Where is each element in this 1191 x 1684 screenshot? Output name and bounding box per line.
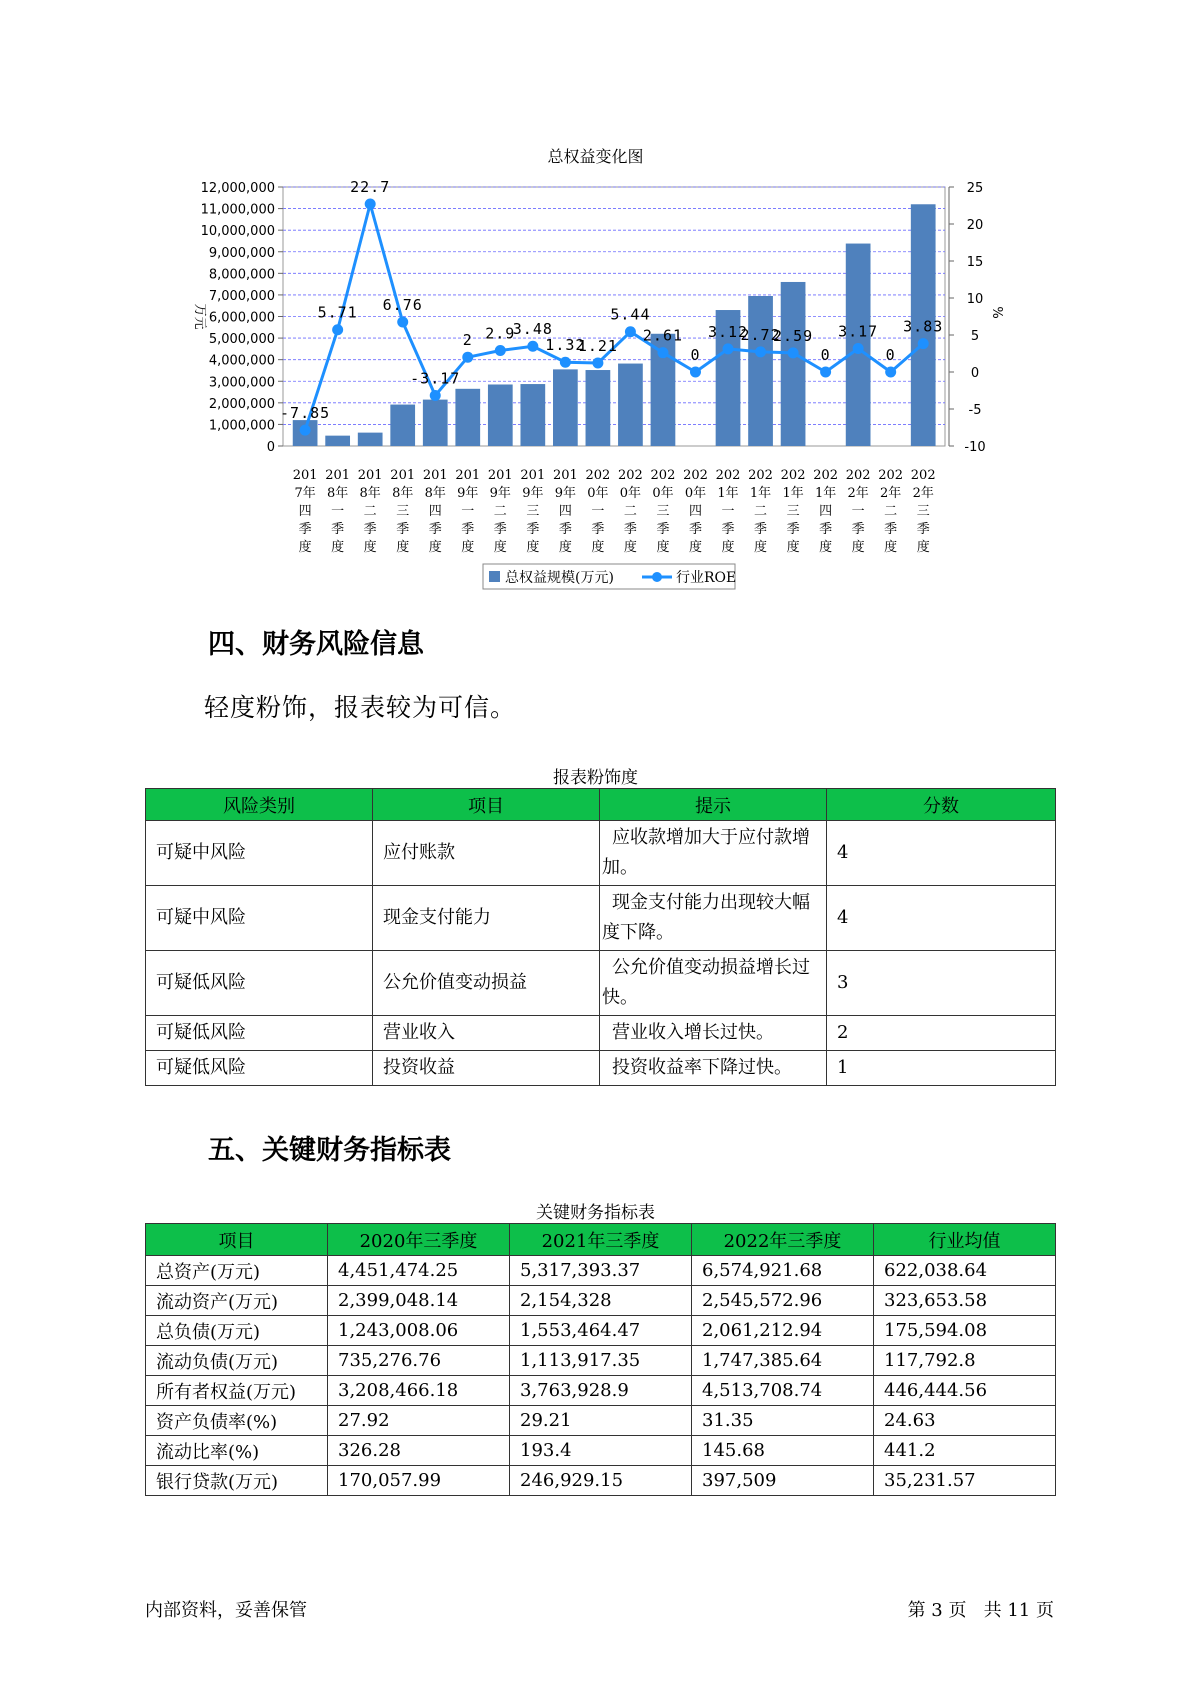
x-tick-label: 季: [591, 522, 605, 537]
roe-point: [332, 324, 343, 335]
x-tick-label: 季: [721, 522, 735, 537]
risk-table-cell: 4: [827, 821, 1056, 886]
kpi-table-cell: 1,243,008.06: [328, 1316, 510, 1346]
x-tick-label: 四: [298, 504, 312, 519]
roe-point: [592, 358, 603, 369]
x-tick-label: 三: [916, 504, 930, 519]
y-right-tick-label: 15: [966, 255, 984, 270]
risk-table-cell: 可疑低风险: [146, 1051, 373, 1086]
roe-data-label: 2.59: [773, 326, 814, 345]
risk-table-cell: 4: [827, 886, 1056, 951]
y-left-tick-label: 5,000,000: [208, 332, 275, 348]
x-tick-label: 202: [910, 468, 936, 483]
x-tick-label: 度: [526, 540, 540, 555]
risk-table-cell: 现金支付能力: [373, 886, 600, 951]
x-tick-label: 三: [526, 504, 540, 519]
kpi-table-cell: 2,154,328: [510, 1286, 692, 1316]
kpi-table-cell: 622,038.64: [874, 1256, 1056, 1286]
y-right-tick-label: 5: [970, 329, 980, 344]
chart-title: 总权益变化图: [547, 147, 644, 166]
table-row: [146, 1376, 1056, 1406]
section4-heading: 四、财务风险信息: [208, 629, 424, 660]
x-tick-label: 季: [396, 522, 410, 537]
risk-table-cell: 投资收益率下降过快。: [600, 1051, 827, 1086]
y-left-tick-label: 7,000,000: [208, 288, 275, 304]
x-tick-label: 度: [558, 540, 572, 555]
x-tick-label: 二: [493, 504, 507, 519]
kpi-table-cell: 175,594.08: [874, 1316, 1056, 1346]
x-tick-label: 2年: [880, 486, 902, 501]
kpi-table-cell: 441.2: [874, 1436, 1056, 1466]
roe-point: [918, 338, 929, 349]
kpi-table-header: [146, 1224, 1056, 1256]
y-left-tick-label: 12,000,000: [200, 181, 275, 196]
x-tick-label: 8年: [359, 486, 381, 501]
y-right-tick-label: -10: [964, 440, 986, 455]
table-row: [146, 951, 1056, 1016]
x-tick-label: 0年: [684, 486, 707, 501]
equity-bar: [488, 384, 513, 446]
kpi-table-cell: 2,061,212.94: [692, 1316, 874, 1346]
x-tick-label: 9年: [457, 486, 479, 501]
y-left-tick-label: 11,000,000: [200, 202, 275, 218]
risk-table-cell: 可疑中风险: [146, 886, 373, 951]
risk-table-cell: 现金支付能力出现较大幅度下降。: [600, 886, 827, 951]
x-tick-label: 度: [493, 540, 507, 555]
x-tick-label: 201: [292, 468, 318, 483]
kpi-table-cell: 1,553,464.47: [510, 1316, 692, 1346]
x-tick-label: 0年: [652, 486, 674, 501]
kpi-table-caption: 关键财务指标表: [536, 1203, 655, 1223]
equity-bar: [781, 282, 806, 446]
x-tick-label: 二: [363, 504, 377, 519]
kpi-table-cell: 145.68: [692, 1436, 874, 1466]
x-tick-label: 202: [683, 468, 708, 483]
roe-point: [560, 357, 571, 368]
x-tick-label: 度: [688, 540, 702, 555]
table-row: [146, 1051, 1056, 1086]
x-tick-label: 2年: [847, 486, 869, 501]
x-tick-label: 四: [688, 504, 702, 519]
x-tick-label: 度: [754, 540, 768, 555]
y-left-tick-label: 2,000,000: [208, 396, 275, 412]
roe-data-label: 1.21: [577, 337, 618, 356]
x-tick-label: 7年: [294, 486, 316, 501]
x-tick-label: 度: [591, 540, 605, 555]
x-tick-label: 202: [715, 468, 741, 483]
roe-data-label: 3.17: [838, 322, 879, 341]
roe-data-label: 0: [885, 346, 896, 364]
kpi-table-header-cell: 2022年三季度: [692, 1224, 874, 1256]
roe-data-label: 3.12: [707, 322, 749, 341]
x-tick-label: 202: [650, 468, 676, 483]
kpi-table-cell: 27.92: [328, 1406, 510, 1436]
y-left-axis-title: 万元: [192, 303, 207, 330]
x-tick-label: 202: [813, 468, 839, 483]
x-tick-label: 一: [851, 504, 865, 519]
legend-bar-swatch: [489, 571, 500, 582]
table-row: [146, 1406, 1056, 1436]
kpi-table-cell: 193.4: [510, 1436, 692, 1466]
x-tick-label: 季: [884, 522, 898, 537]
equity-bar: [748, 296, 773, 446]
x-tick-label: 季: [526, 522, 540, 537]
kpi-table-cell: 31.35: [692, 1406, 874, 1436]
table-row: [146, 1316, 1056, 1346]
equity-bar: [618, 364, 643, 446]
x-tick-label: 202: [878, 468, 904, 483]
x-tick-label: 季: [428, 522, 442, 537]
section4-paragraph: 轻度粉饰，报表较为可信。: [204, 693, 517, 722]
roe-point: [495, 345, 506, 356]
table-row: [146, 1286, 1056, 1316]
x-tick-label: 一: [461, 504, 475, 519]
roe-data-label: -7.85: [280, 404, 331, 423]
kpi-table-cell: 3,208,466.18: [328, 1376, 510, 1406]
kpi-table-cell: 6,574,921.68: [692, 1256, 874, 1286]
risk-table-cell: 2: [827, 1016, 1056, 1051]
table-row: [146, 1256, 1056, 1286]
risk-table-caption: 报表粉饰度: [553, 768, 638, 788]
y-right-tick-label: 25: [966, 181, 984, 196]
x-tick-label: 季: [493, 522, 507, 537]
kpi-table-cell: 资产负债率(%): [146, 1406, 328, 1436]
footer-confidential: 内部资料，妥善保管: [145, 1600, 307, 1621]
x-tick-label: 季: [558, 522, 572, 537]
x-tick-label: 8年: [327, 486, 349, 501]
table-row: [146, 1436, 1056, 1466]
kpi-table-cell: 总资产(万元): [146, 1256, 328, 1286]
kpi-table-cell: 735,276.76: [328, 1346, 510, 1376]
x-tick-label: 1年: [749, 486, 772, 501]
roe-data-label: 1.32: [545, 336, 586, 355]
kpi-table-cell: 246,929.15: [510, 1466, 692, 1496]
table-row: [146, 821, 1056, 886]
x-tick-label: 四: [819, 504, 833, 519]
x-tick-label: 201: [487, 468, 513, 483]
roe-point: [300, 425, 311, 436]
roe-data-label: 2.61: [642, 326, 684, 345]
kpi-table-cell: 323,653.58: [874, 1286, 1056, 1316]
roe-point: [430, 390, 441, 401]
legend-line-label: 行业ROE: [676, 570, 737, 586]
kpi-table-cell: 24.63: [874, 1406, 1056, 1436]
x-tick-label: 季: [298, 522, 312, 537]
y-left-tick-label: 6,000,000: [208, 310, 275, 326]
x-tick-label: 9年: [554, 486, 577, 501]
roe-data-label: 5.44: [610, 305, 651, 324]
roe-data-label: 3.83: [903, 317, 944, 336]
roe-point: [690, 367, 701, 378]
x-tick-label: 季: [656, 522, 670, 537]
x-tick-label: 度: [851, 540, 865, 555]
y-right-tick-label: -5: [968, 403, 982, 418]
kpi-table-cell: 3,763,928.9: [510, 1376, 692, 1406]
y-left-tick-label: 8,000,000: [208, 267, 275, 283]
equity-bar: [358, 433, 383, 446]
x-tick-label: 季: [916, 522, 930, 537]
equity-bar: [423, 400, 448, 446]
legend-bar-label: 总权益规模(万元): [505, 570, 614, 586]
kpi-table-cell: 流动比率(%): [146, 1436, 328, 1466]
x-tick-label: 四: [558, 504, 572, 519]
roe-point: [397, 316, 408, 327]
x-tick-label: 度: [396, 540, 410, 555]
risk-table-cell: 营业收入增长过快。: [600, 1016, 827, 1051]
roe-point: [462, 352, 473, 363]
x-tick-label: 202: [618, 468, 643, 483]
risk-table-cell: 营业收入: [373, 1016, 600, 1051]
roe-point: [755, 346, 766, 357]
roe-point: [657, 347, 668, 358]
x-tick-label: 度: [363, 540, 377, 555]
y-right-tick-label: 10: [966, 292, 984, 307]
risk-table-cell: 可疑低风险: [146, 1016, 373, 1051]
x-tick-label: 二: [623, 504, 637, 519]
x-tick-label: 201: [357, 468, 383, 483]
y-right-axis-title: %: [989, 306, 1004, 319]
x-tick-label: 201: [390, 468, 416, 483]
x-tick-label: 一: [331, 504, 345, 519]
roe-data-label: 6.76: [382, 295, 423, 314]
roe-point: [527, 341, 538, 352]
y-left-tick-label: 10,000,000: [200, 224, 275, 240]
y-right-tick-label: 20: [966, 218, 984, 233]
kpi-table-header-cell: 2020年三季度: [328, 1224, 510, 1256]
x-tick-label: 度: [428, 540, 442, 555]
kpi-table-cell: 5,317,393.37: [510, 1256, 692, 1286]
kpi-table-cell: 117,792.8: [874, 1346, 1056, 1376]
risk-table-header: [146, 789, 1056, 821]
roe-point: [885, 367, 896, 378]
x-tick-label: 三: [396, 504, 410, 519]
y-left-tick-label: 4,000,000: [208, 353, 275, 369]
roe-data-label: 0: [820, 346, 831, 364]
x-tick-label: 季: [363, 522, 377, 537]
x-tick-label: 9年: [489, 486, 511, 501]
kpi-table-cell: 29.21: [510, 1406, 692, 1436]
x-tick-label: 季: [688, 522, 702, 537]
kpi-table-cell: 397,509: [692, 1466, 874, 1496]
risk-table-cell: 可疑低风险: [146, 951, 373, 1016]
y-right-tick-label: 0: [970, 366, 980, 381]
x-tick-label: 季: [331, 522, 345, 537]
kpi-table-cell: 170,057.99: [328, 1466, 510, 1496]
x-tick-label: 202: [780, 468, 806, 483]
roe-point: [365, 199, 376, 210]
kpi-table-cell: 4,513,708.74: [692, 1376, 874, 1406]
x-tick-label: 202: [845, 468, 871, 483]
risk-table-cell: 投资收益: [373, 1051, 600, 1086]
kpi-table: [145, 1223, 1056, 1496]
x-tick-label: 度: [656, 540, 670, 555]
footer-page-number: 第 3 页 共 11 页: [907, 1600, 1054, 1621]
x-tick-label: 季: [461, 522, 475, 537]
risk-table-cell: 3: [827, 951, 1056, 1016]
x-tick-label: 202: [585, 468, 611, 483]
risk-table-cell: 公允价值变动损益增长过快。: [600, 951, 827, 1016]
roe-point: [820, 367, 831, 378]
kpi-table-cell: 2,545,572.96: [692, 1286, 874, 1316]
kpi-table-header-cell: 2021年三季度: [510, 1224, 692, 1256]
kpi-table-cell: 35,231.57: [874, 1466, 1056, 1496]
x-tick-label: 1年: [782, 486, 804, 501]
x-tick-label: 一: [591, 504, 605, 519]
kpi-table-cell: 1,747,385.64: [692, 1346, 874, 1376]
kpi-table-cell: 总负债(万元): [146, 1316, 328, 1346]
table-row: [146, 1466, 1056, 1496]
legend-line-marker: [652, 572, 662, 582]
x-tick-label: 9年: [522, 486, 544, 501]
x-tick-label: 季: [754, 522, 768, 537]
equity-roe-chart: [0, 0, 1191, 600]
kpi-table-cell: 所有者权益(万元): [146, 1376, 328, 1406]
equity-bar: [390, 405, 415, 446]
equity-bar: [520, 384, 545, 446]
x-tick-label: 1年: [717, 486, 739, 501]
risk-table-header-cell: 风险类别: [146, 789, 373, 821]
x-tick-label: 2年: [912, 486, 934, 501]
x-tick-label: 季: [623, 522, 637, 537]
risk-table-cell: 公允价值变动损益: [373, 951, 600, 1016]
x-tick-label: 季: [851, 522, 865, 537]
equity-bar: [325, 436, 350, 446]
equity-bar: [455, 389, 480, 446]
risk-table-cell: 应收款增加大于应付款增加。: [600, 821, 827, 886]
roe-data-label: 0: [690, 346, 701, 364]
risk-table-header-cell: 分数: [827, 789, 1056, 821]
x-tick-label: 度: [916, 540, 930, 555]
kpi-table-cell: 4,451,474.25: [328, 1256, 510, 1286]
roe-data-label: 2.9: [485, 324, 516, 343]
kpi-table-cell: 446,444.56: [874, 1376, 1056, 1406]
x-tick-label: 0年: [619, 486, 642, 501]
x-tick-label: 季: [786, 522, 800, 537]
x-tick-label: 度: [721, 540, 735, 555]
roe-point: [723, 343, 734, 354]
x-tick-label: 二: [884, 504, 898, 519]
x-tick-label: 三: [786, 504, 800, 519]
x-tick-label: 度: [461, 540, 475, 555]
roe-data-label: 3.48: [512, 320, 553, 339]
x-tick-label: 1年: [814, 486, 837, 501]
risk-table-header-cell: 项目: [373, 789, 600, 821]
roe-data-label: 2: [462, 331, 473, 350]
kpi-table-cell: 流动负债(万元): [146, 1346, 328, 1376]
equity-bar: [553, 369, 578, 446]
table-row: [146, 1016, 1056, 1051]
x-tick-label: 201: [520, 468, 546, 483]
y-left-tick-label: 3,000,000: [208, 375, 275, 391]
risk-table-cell: 可疑中风险: [146, 821, 373, 886]
kpi-table-cell: 1,113,917.35: [510, 1346, 692, 1376]
x-tick-label: 度: [623, 540, 637, 555]
roe-data-label: 22.7: [350, 178, 391, 197]
x-tick-label: 201: [422, 468, 448, 483]
roe-data-label: 5.71: [317, 303, 358, 322]
x-tick-label: 度: [331, 540, 345, 555]
kpi-table-header-cell: 行业均值: [874, 1224, 1056, 1256]
roe-point: [853, 343, 864, 354]
x-tick-label: 二: [754, 504, 768, 519]
x-tick-label: 201: [552, 468, 578, 483]
table-row: [146, 886, 1056, 951]
y-left-tick-label: 1,000,000: [208, 418, 275, 434]
x-tick-label: 201: [325, 468, 351, 483]
x-tick-label: 度: [819, 540, 833, 555]
x-tick-label: 0年: [587, 486, 609, 501]
y-left-tick-label: 9,000,000: [208, 245, 275, 261]
x-tick-label: 度: [786, 540, 800, 555]
kpi-table-cell: 银行贷款(万元): [146, 1466, 328, 1496]
x-tick-label: 8年: [392, 486, 414, 501]
y-left-tick-label: 0: [266, 440, 275, 455]
table-row: [146, 1346, 1056, 1376]
risk-table-header-cell: 提示: [600, 789, 827, 821]
risk-table: [145, 788, 1056, 1086]
kpi-table-header-cell: 项目: [146, 1224, 328, 1256]
kpi-table-cell: 326.28: [328, 1436, 510, 1466]
x-tick-label: 201: [455, 468, 481, 483]
kpi-table-cell: 2,399,048.14: [328, 1286, 510, 1316]
x-tick-label: 度: [298, 540, 312, 555]
section5-heading: 五、关键财务指标表: [208, 1135, 451, 1166]
x-tick-label: 季: [819, 522, 833, 537]
x-tick-label: 四: [428, 504, 442, 519]
x-tick-label: 202: [748, 468, 773, 483]
roe-data-label: 2.72: [740, 325, 781, 344]
x-tick-label: 8年: [424, 486, 446, 501]
roe-point: [625, 326, 636, 337]
equity-bar: [586, 370, 611, 446]
roe-point: [788, 347, 799, 358]
x-tick-label: 度: [884, 540, 898, 555]
risk-table-cell: 应付账款: [373, 821, 600, 886]
roe-data-label: -3.17: [410, 369, 461, 388]
x-tick-label: 一: [721, 504, 735, 519]
x-tick-label: 三: [656, 504, 670, 519]
kpi-table-cell: 流动资产(万元): [146, 1286, 328, 1316]
risk-table-cell: 1: [827, 1051, 1056, 1086]
